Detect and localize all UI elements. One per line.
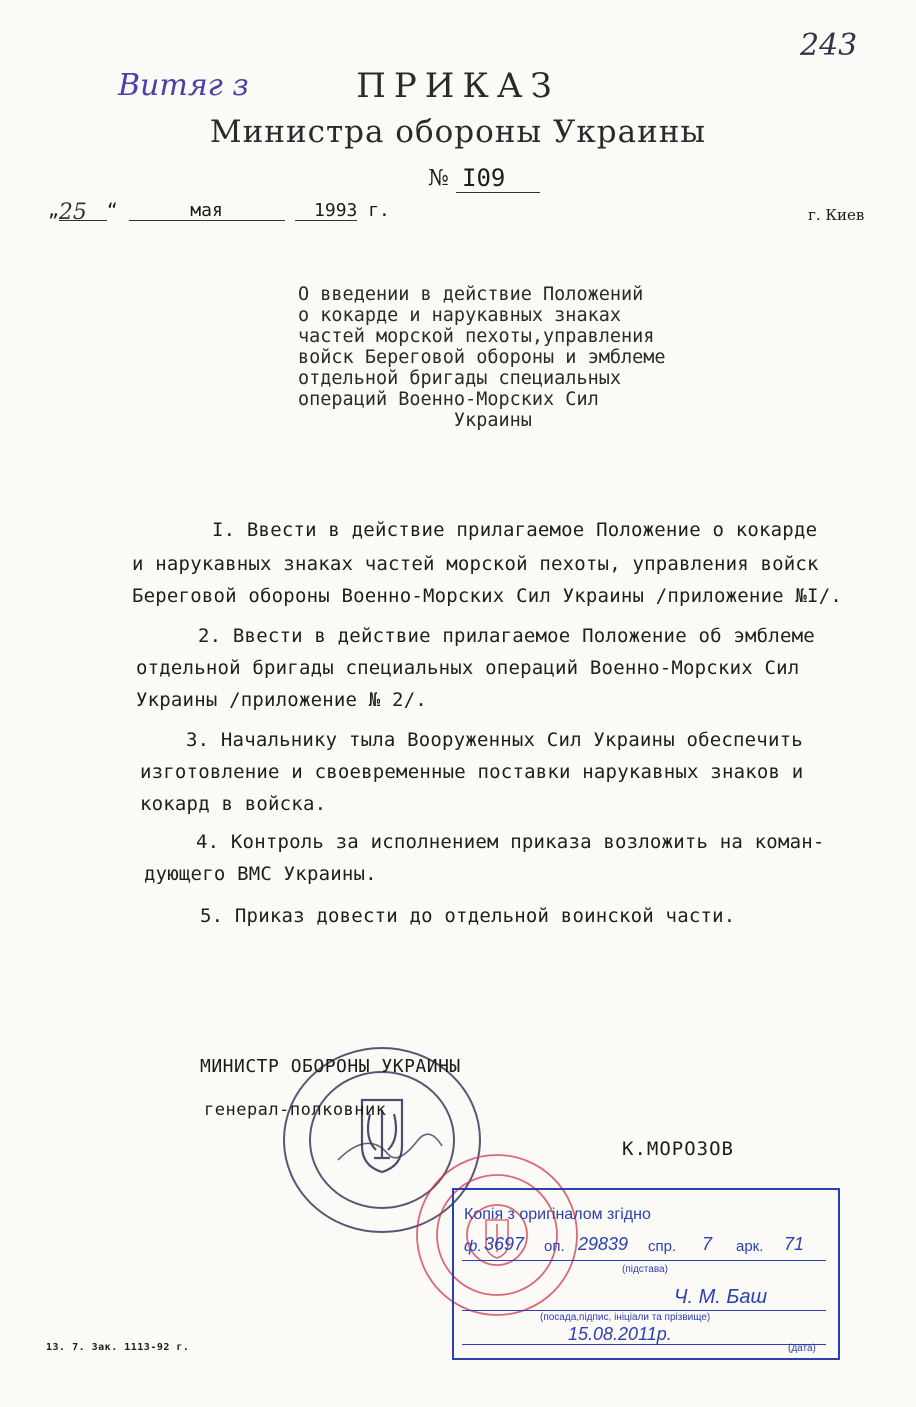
printer-mark: 13. 7. Зак. 1113-92 г. xyxy=(46,1342,190,1353)
paragraph-5: 5. Приказ довести до отдельной воинской части. xyxy=(200,905,736,927)
stamp-fund-label: ф. xyxy=(464,1238,482,1255)
stamp-opis-label: оп. xyxy=(544,1238,565,1255)
paragraph-1-line-1: I. Ввести в действие прилагаемое Положение о кокарде xyxy=(212,519,818,541)
paragraph-1-line-2: и нарукавных знаках частей морской пехоты, управления войск xyxy=(132,553,819,575)
signatory-name: К.МОРОЗОВ xyxy=(622,1138,734,1160)
stamp-signer-caption: (посада,підпис, ініціали та прізвище) xyxy=(540,1312,711,1323)
date-day: 25 xyxy=(59,200,107,221)
stamp-opis-value: 29839 xyxy=(578,1234,629,1254)
stamp-date-value: 15.08.2011р. xyxy=(568,1324,672,1344)
document-title: ПРИКАЗ xyxy=(356,66,560,106)
stamp-fund-value: 3697 xyxy=(484,1234,525,1254)
date-month: мая xyxy=(129,200,285,221)
paragraph-3-line-3: кокард в войска. xyxy=(140,793,327,815)
paragraph-4-line-2: дующего ВМС Украины. xyxy=(144,863,377,885)
order-subject: О введении в действие Положений о кокарде и нарукавных знаках частей морской пехоты,управления войск Береговой обороны и эмблеме отдельной бригады специальных операций Военно-Морских Сил Украины xyxy=(298,284,666,431)
paragraph-2-line-1: 2. Ввести в действие прилагаемое Положение об эмблеме xyxy=(198,625,815,647)
paragraph-1-line-3: Береговой обороны Военно-Морских Сил Украины /приложение №I/. xyxy=(132,585,842,607)
document-subtitle: Министра обороны Украины xyxy=(209,114,707,150)
paragraph-3-line-1: 3. Начальнику тыла Вооруженных Сил Украины обеспечить xyxy=(186,729,803,751)
order-number: I09 xyxy=(456,164,540,193)
date-year-suffix: 93 xyxy=(335,200,358,221)
copy-certification-stamp xyxy=(452,1188,840,1360)
stamp-spr-label: спр. xyxy=(648,1238,677,1255)
stamp-signer-value: Ч. М. Баш xyxy=(674,1286,768,1308)
city: г. Киев xyxy=(808,206,865,224)
stamp-basis-caption: (підстава) xyxy=(622,1264,668,1275)
paragraph-2-line-3: Украины /приложение № 2/. xyxy=(136,689,427,711)
paragraph-2-line-2: отдельной бригады специальных операций Военно-Морских Сил xyxy=(136,657,800,679)
signatory-rank: генерал-полковник xyxy=(204,1100,387,1120)
order-number-label: № xyxy=(428,166,449,191)
date-year-prefix: 19 xyxy=(314,200,336,221)
stamp-header: Копія з оригіналом згідно xyxy=(464,1206,651,1223)
stamp-date-caption: (дата) xyxy=(788,1343,816,1354)
stamp-spr-value: 7 xyxy=(702,1234,713,1254)
handwritten-number-top-right: 243 xyxy=(800,28,858,63)
stamp-ark-value: 71 xyxy=(784,1234,805,1254)
paragraph-4-line-1: 4. Контроль за исполнением приказа возложить на коман- xyxy=(196,831,825,853)
date-row: „25 “ мая 1993 г. xyxy=(48,200,390,225)
stamp-ark-label: арк. xyxy=(736,1238,764,1255)
handwritten-note-top-left: Витяг з xyxy=(118,68,249,103)
date-year-label: г. xyxy=(368,200,390,221)
signatory-title: МИНИСТР ОБОРОНЫ УКРАИНЫ xyxy=(200,1056,461,1077)
paragraph-3-line-2: изготовление и своевременные поставки нарукавных знаков и xyxy=(140,761,804,783)
